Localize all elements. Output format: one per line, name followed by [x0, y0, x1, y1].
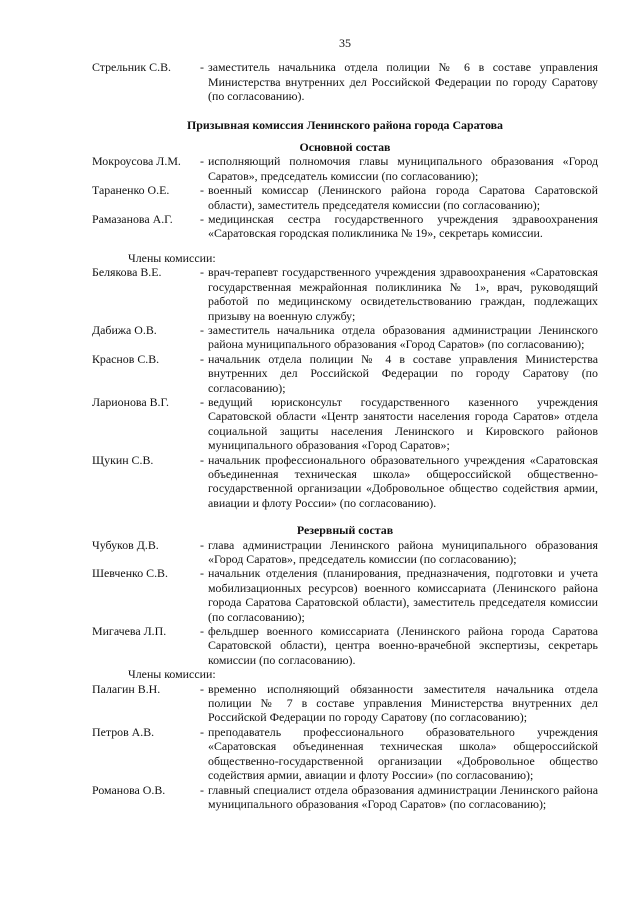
reserve-composition-heading: Резервный состав — [296, 523, 394, 538]
person-name: Чубуков Д.В. — [92, 537, 159, 552]
person-name: Романова О.В. — [92, 782, 166, 797]
person-role: начальник отделения (планирования, предназначения, подготовки и учета мобилизационных ресурсов) военного комиссариата (Ленинского района города Саратова Саратовской области), заместитель председателя комиссии (по согласованию); — [208, 566, 598, 624]
dash: - — [200, 394, 204, 409]
main-composition-heading: Основной состав — [299, 140, 391, 155]
commission-title: Призывная комиссия Ленинского района города Саратова — [187, 117, 503, 132]
list-item — [92, 154, 598, 183]
person-role: начальник профессионального образовательного учреждения «Саратовская объединенная техническая школа» общероссийской общественно-государственной организации «Добровольное общество содействия армии, авиации и флоту России» (по согласованию). — [208, 452, 598, 510]
person-role: преподаватель профессионального образовательного учреждения «Саратовская объединенная техническая школа» общероссийской общественно-государственной организации «Добровольное общество содействия армии, авиации и флоту России» (по согласованию); — [208, 724, 598, 783]
list-item — [92, 60, 598, 103]
list-item — [92, 323, 598, 352]
list-item — [92, 624, 598, 667]
page-number: 35 — [339, 36, 351, 50]
person-role: ведущий юрисконсульт государственного казенного учреждения Саратовской области «Центр занятости населения города Саратов» отдела социальной защиты населения Ленинского и Кировского районов муниципального образования «Город Саратов»; — [208, 394, 598, 453]
list-item — [92, 682, 598, 725]
person-name: Тараненко О.Е. — [92, 183, 170, 198]
person-name: Краснов С.В. — [92, 351, 160, 366]
person-name: Стрельник С.В. — [92, 60, 171, 75]
person-role: фельдшер военного комиссариата (Ленинского района города Саратова Саратовской области), центра военно-врачебной экспертизы, секретарь комиссии (по согласованию). — [208, 624, 598, 667]
person-role: военный комиссар (Ленинского района города Саратова Саратовской области), заместитель председателя комиссии (по согласованию); — [208, 183, 598, 212]
dash: - — [200, 782, 204, 797]
dash: - — [200, 265, 204, 280]
dash: - — [200, 537, 204, 552]
list-item — [92, 183, 598, 212]
dash: - — [200, 183, 204, 198]
person-name: Белякова В.Е. — [92, 265, 162, 280]
person-role: медицинская сестра государственного учреждения здравоохранения «Саратовская городская поликлиника № 19», секретарь комиссии. — [208, 212, 598, 241]
dash: - — [200, 624, 204, 639]
list-item — [92, 566, 598, 624]
dash: - — [200, 452, 204, 467]
list-item — [92, 783, 598, 812]
person-role: главный специалист отдела образования администрации Ленинского района муниципального образования «Город Саратов» (по согласованию); — [208, 782, 598, 811]
list-item — [92, 265, 598, 323]
person-role: заместитель начальника отдела полиции № 6 в составе управления Министерства внутренних дел Российской Федерации по городу Саратову (по согласованию). — [208, 60, 598, 104]
person-name: Шевченко С.В. — [92, 566, 168, 581]
person-role: временно исполняющий обязанности заместителя начальника отдела полиции № 7 в составе управления Министерства внутренних дел Российской Федерации по городу Саратову (по согласованию); — [208, 681, 598, 725]
dash: - — [200, 681, 204, 696]
members-label: Члены комиссии: — [128, 667, 216, 682]
list-item — [92, 538, 598, 567]
person-name: Мигачева Л.П. — [92, 624, 167, 639]
list-item — [92, 453, 598, 511]
person-role: исполняющий полномочия главы муниципального образования «Город Саратов», председатель комиссии (по согласованию); — [208, 154, 598, 183]
dash: - — [200, 724, 204, 739]
dash: - — [200, 322, 204, 337]
members-label: Члены комиссии: — [128, 250, 216, 265]
list-item — [92, 352, 598, 395]
person-role: начальник отдела полиции № 4 в составе управления Министерства внутренних дел Российской Федерации по городу Саратову (по согласованию); — [208, 351, 598, 395]
person-name: Петров А.В. — [92, 724, 155, 739]
list-item — [92, 725, 598, 783]
dash: - — [200, 154, 204, 169]
list-item — [92, 212, 598, 241]
dash: - — [200, 60, 204, 75]
person-name: Щукин С.В. — [92, 452, 154, 467]
person-name: Дабижа О.В. — [92, 322, 157, 337]
dash: - — [200, 566, 204, 581]
person-role: заместитель начальника отдела образования администрации Ленинского района муниципального образования «Город Саратов» (по согласованию); — [208, 322, 598, 352]
list-item — [92, 395, 598, 453]
person-name: Ларионова В.Г. — [92, 394, 170, 409]
person-name: Мокроусова Л.М. — [92, 154, 181, 169]
person-role: глава администрации Ленинского района муниципального образования «Город Саратов», председатель комиссии (по согласованию); — [208, 537, 598, 566]
dash: - — [200, 212, 204, 227]
person-role: врач-терапевт государственного учреждения здравоохранения «Саратовская государственная межрайонная поликлиника № 1», врач, руководящий работой по медицинскому освидетельствованию граждан, подлежащих призыву на военную службу; — [208, 265, 598, 323]
person-name: Рамазанова А.Г. — [92, 212, 173, 227]
dash: - — [200, 351, 204, 366]
person-name: Палагин В.Н. — [92, 681, 161, 696]
